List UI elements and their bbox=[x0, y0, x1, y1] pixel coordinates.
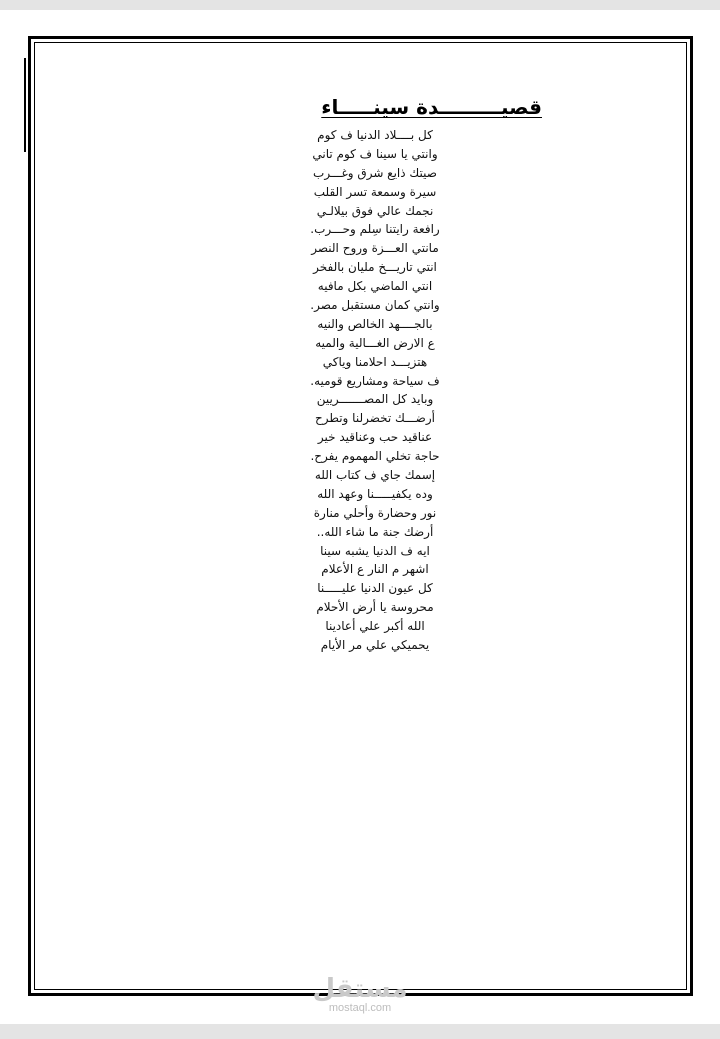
poem-line: اشهر م النار ع الأعلام bbox=[321, 562, 429, 577]
top-margin-strip bbox=[0, 0, 720, 10]
bottom-margin-strip bbox=[0, 1024, 720, 1039]
poem-line: ع الارض الغـــالية والميه bbox=[315, 335, 435, 350]
poem-line: أرضـــك تخضرلنا وتطرح bbox=[315, 411, 435, 426]
poem-line: حاجة تخلي المهموم يفرح. bbox=[310, 449, 440, 464]
poem-line: بالجــــهد الخالص والنيه bbox=[317, 316, 433, 331]
poem-line: وانتي يا سينا ف كوم تاني bbox=[312, 146, 438, 161]
poem-line: سيرة وسمعة تسر القلب bbox=[313, 184, 437, 199]
poem-line: رافعة رايتنا سِلم وحـــرب. bbox=[310, 222, 440, 237]
watermark-url: mostaql.com bbox=[328, 1002, 392, 1014]
poem-line: صيتك ذايع شرق وغـــرب bbox=[313, 165, 437, 180]
poem-line: ف سياحة ومشاريع قوميه. bbox=[310, 373, 440, 388]
watermark bbox=[300, 976, 420, 1015]
poem-line: الله أكبر علي أعادينا bbox=[325, 619, 425, 634]
poem-line: كل بــــلاد الدنيا ف كوم bbox=[317, 128, 433, 142]
poem-line: مانتي العـــزة وروح النصر bbox=[311, 241, 439, 256]
poem-line: عناقيد حب وعناقيد خير bbox=[317, 430, 433, 445]
poem-line: وبايد كل المصـــــــريين bbox=[316, 392, 434, 407]
poem-line: إسمك جاي ف كتاب الله bbox=[314, 468, 436, 483]
poem-line: انتي الماضي بكل مافيه bbox=[317, 279, 433, 294]
poem-title: قصيـــــــــدة سينـــــاء bbox=[321, 95, 542, 119]
watermark-logo: مستقل bbox=[312, 974, 408, 1004]
poem-line: وانتي كمان مستقبل مصر. bbox=[310, 298, 440, 313]
poem-line: نجمك عالي فوق بيلالـي bbox=[316, 203, 434, 218]
margin-mark bbox=[24, 58, 26, 152]
poem-line: أرضك جنة ما شاء الله.. bbox=[316, 524, 434, 539]
poem-line: وده يكفيـــــنا وعهد الله bbox=[317, 486, 433, 501]
poem-line: هتزيـــد احلامنا وياكي bbox=[322, 354, 428, 369]
poem-line: ايه ف الدنيا يشبه سينا bbox=[320, 543, 430, 558]
poem-line: كل عيون الدنيا عليـــــنا bbox=[317, 581, 433, 596]
poem-line: يحميكي علي مر الأيام bbox=[320, 638, 430, 653]
poem-body bbox=[230, 126, 520, 655]
poem-line: انتي تاريـــخ مليان بالفخر bbox=[313, 260, 437, 275]
poem-line: نور وحضارة وأحلي منارة bbox=[313, 505, 437, 520]
poem-line: محروسة يا أرض الأحلام bbox=[316, 600, 434, 615]
